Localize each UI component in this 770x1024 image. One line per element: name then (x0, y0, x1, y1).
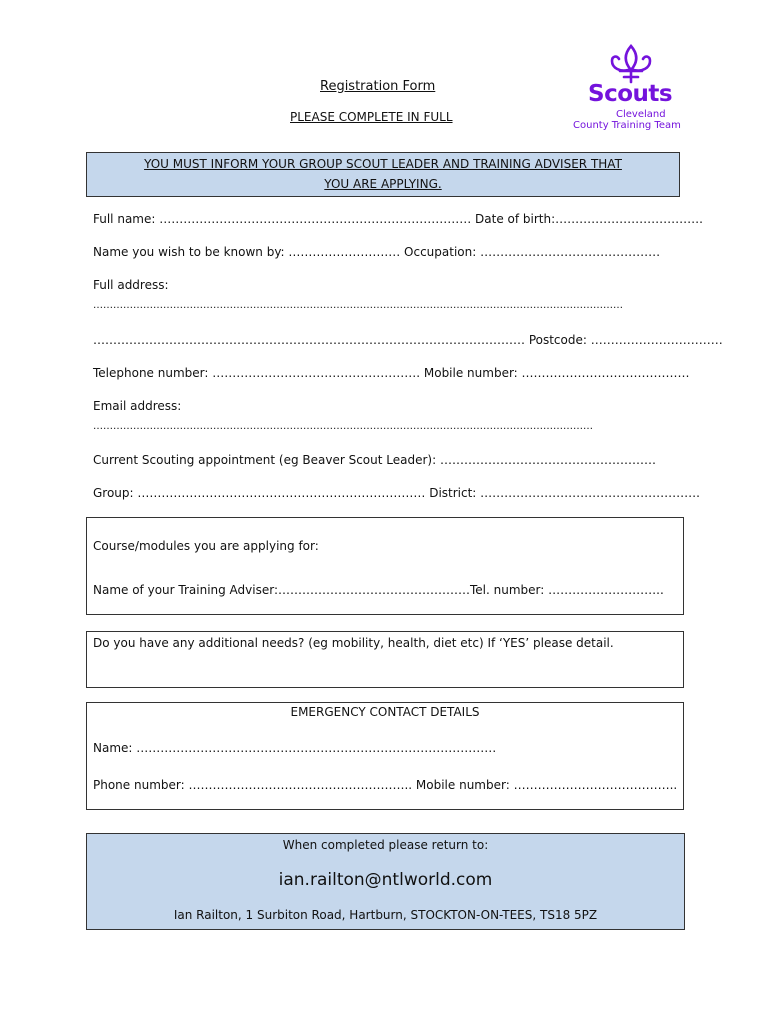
form-subtitle: PLEASE COMPLETE IN FULL (290, 110, 453, 124)
training-adviser-field[interactable]: Name of your Training Adviser:…………………………………………Tel. number: ……………………….. (93, 583, 664, 597)
return-box (86, 833, 685, 930)
known-by-field[interactable]: Name you wish to be known by: …………………….… Occupation: ……………………………………… (93, 245, 661, 259)
form-title: Registration Form (320, 79, 436, 94)
notice-box (86, 152, 680, 197)
emergency-contact-box (86, 702, 684, 810)
return-address: Ian Railton, 1 Surbiton Road, Hartburn, STOCKTON-ON-TEES, TS18 5PZ (173, 908, 598, 922)
logo-line-training-team: County Training Team (573, 120, 681, 131)
full-name-field[interactable]: Full name: …………………………………………………………………… Date of birth:………………………………. (93, 212, 703, 226)
address-line-1[interactable]: …………………………………………………………………………………………………………………………………………… (93, 300, 623, 311)
emergency-title: EMERGENCY CONTACT DETAILS (290, 705, 480, 719)
address-label: Full address: (93, 278, 169, 292)
email-field[interactable]: …………………………………………………………………………………………………………………………………… (93, 421, 593, 432)
return-label: When completed please return to: (282, 838, 489, 852)
logo-line-cleveland: Cleveland (616, 109, 666, 120)
emergency-phone-field[interactable]: Phone number: ……………………………………………….. Mobile number: ………………………………….. (93, 778, 678, 792)
additional-needs-label: Do you have any additional needs? (eg mobility, health, diet etc) If ‘YES’ please detail. (93, 636, 614, 650)
notice-line-1: YOU MUST INFORM YOUR GROUP SCOUT LEADER AND TRAINING ADVISER THAT (144, 157, 622, 171)
additional-needs-box[interactable] (86, 631, 684, 688)
appointment-field[interactable]: Current Scouting appointment (eg Beaver Scout Leader): ……………………………………………… (93, 453, 656, 467)
scouts-wordmark: Scouts (588, 81, 673, 107)
fleur-de-lis-icon (608, 44, 654, 86)
email-label: Email address: (93, 399, 182, 413)
address-line-2[interactable]: ……………………………………………………………………………………………… Postcode: …………………………… (93, 333, 723, 347)
emergency-name-field[interactable]: Name: ……………………………………………………………………………… (93, 741, 497, 755)
course-label: Course/modules you are applying for: (93, 539, 319, 553)
telephone-field[interactable]: Telephone number: ……………………………………………. Mobile number: …………………………………… (93, 366, 690, 380)
notice-line-2: YOU ARE APPLYING. (324, 177, 442, 191)
group-district-field[interactable]: Group: ……………………………………………………………… District: ………………………………………………. (93, 486, 700, 500)
scouts-logo (570, 44, 695, 134)
return-email[interactable]: ian.railton@ntlworld.com (278, 870, 493, 890)
course-box (86, 517, 684, 615)
